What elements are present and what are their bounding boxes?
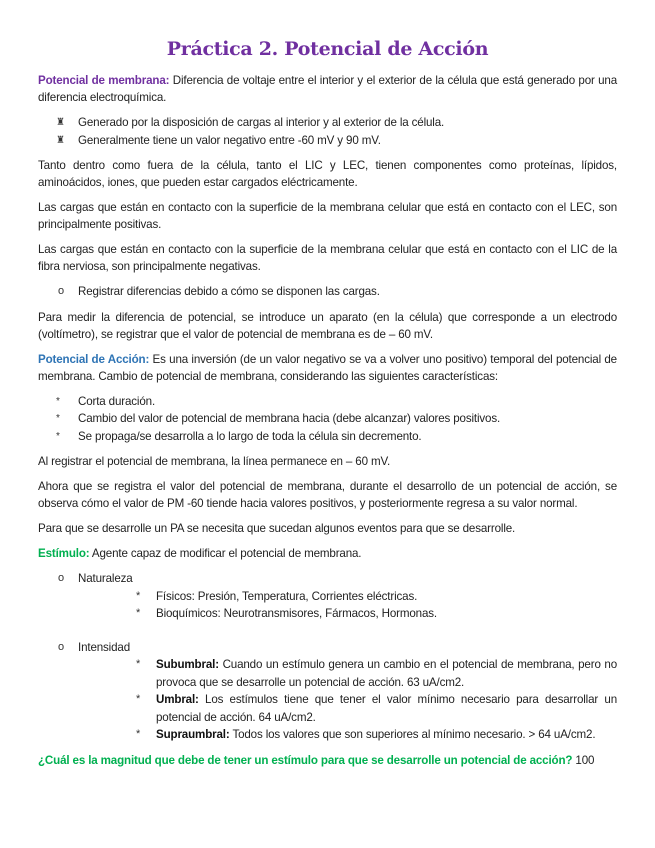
paragraph: Para que se desarrolle un PA se necesita que sucedan algunos eventos para que se desarrolle. (38, 522, 516, 535)
paragraph: Ahora que se registra el valor del potencial de membrana, durante el desarrollo de un potencial de acción, se observa cómo el valor de PM -60 tiende hacia valores positivos, y posteriormente regresa a su valor normal. (38, 480, 617, 510)
intensity-sublist (78, 656, 617, 744)
action-definition: Potencial de Acción: Es una inversión (de un valor negativo se va a volver uno positivo) temporal del potencial de membrana. Cambio de potencial de membrana, considerando las siguientes características: (38, 352, 617, 383)
asterisk-bullet-icon: * (56, 395, 60, 407)
paragraph: Las cargas que están en contacto con la superficie de la membrana celular que está en contacto con el LIC de la fibra nerviosa, son principalmente negativas. (38, 243, 617, 273)
asterisk-bullet-icon: * (136, 589, 141, 602)
asterisk-bullet-icon: * (56, 430, 60, 442)
list-item: o Registrar diferencias debido a cómo se disponen las cargas. (38, 283, 617, 301)
circle-bullet-icon: o (58, 572, 64, 584)
person-bullet-icon: ♜ (56, 117, 65, 128)
action-bullets (38, 393, 617, 446)
list-item-nature: o Naturaleza * Físicos: Presión, Temperatura, Corrientes eléctricas. * Bioquímicos: Neurotransmisores, Fármacos, Hormonas. (38, 570, 617, 623)
list-item: * Umbral: Los estímulos tiene que tener el valor mínimo necesario para desarrollar un potencial de acción. 64 uA/cm2. (136, 693, 617, 724)
asterisk-bullet-icon: * (56, 413, 60, 424)
membrane-definition: Potencial de membrana: Diferencia de voltaje entre el interior y el exterior de la célula que está generado por una diferencia electroquímica. (38, 74, 617, 104)
list-item: * Físicos: Presión, Temperatura, Corrientes eléctricas. (116, 588, 617, 606)
action-term: Potencial de Acción: (38, 352, 150, 366)
nature-sublist (78, 588, 617, 623)
asterisk-bullet-icon: * (136, 658, 141, 670)
page-title: Práctica 2. Potencial de Acción (166, 38, 489, 60)
stimulus-definition: Estímulo: Agente capaz de modificar el potencial de membrana. (38, 547, 362, 560)
circle-bullet-icon: o (58, 640, 64, 653)
stimulus-list (38, 570, 617, 744)
paragraph: Para medir la diferencia de potencial, se introduce un aparato (en la célula) que corresponde a un electrodo (voltímetro), se registrar que el valor de potencial de membrana es de – 60 mV. (38, 310, 617, 341)
paragraph: Al registrar el potencial de membrana, la línea permanece en – 60 mV. (38, 455, 391, 468)
person-bullet-icon: ♜ (56, 134, 65, 146)
paragraph: Tanto dentro como fuera de la célula, tanto el LIC y LEC, tienen componentes como proteínas, lípidos, aminoácidos, iones, que pueden estar cargados eléctricamente. (38, 159, 617, 189)
list-item: ♜ Generado por la disposición de cargas al interior y al exterior de la célula. (38, 114, 617, 132)
list-item: * Bioquímicos: Neurotransmisores, Fármacos, Hormonas. (116, 605, 617, 623)
asterisk-bullet-icon: * (136, 693, 141, 705)
list-item: ♜ Generalmente tiene un valor negativo entre -60 mV y 90 mV. (38, 132, 617, 150)
answer: 100 (572, 753, 595, 767)
paragraph: Las cargas que están en contacto con la superficie de la membrana celular que está en contacto con el LEC, son principalmente positivas. (38, 201, 617, 231)
list-item: * Subumbral: Cuando un estímulo genera un cambio en el potencial de membrana, pero no provoca que se desarrolle un potencial de acción. 63 uA/cm2. (136, 658, 617, 689)
membrane-bullets (38, 114, 617, 149)
membrane-term: Potencial de membrana: (38, 74, 170, 87)
circle-bullet-icon: o (58, 285, 64, 297)
asterisk-bullet-icon: * (136, 607, 141, 619)
question: ¿Cuál es la magnitud que debe de tener un estímulo para que se desarrolle un potencial de acción? 100 (38, 753, 595, 767)
list-item: * Se propaga/se desarrolla a lo largo de toda la célula sin decremento. (38, 428, 617, 446)
o-list (38, 283, 617, 301)
list-item: * Supraumbral: Todos los valores que son superiores al mínimo necesario. > 64 uA/cm2. (116, 726, 617, 744)
stimulus-term: Estímulo: (38, 547, 90, 560)
list-item: * Corta duración. (38, 393, 617, 411)
list-item-intensity: o Intensidad * Subumbral: Cuando un estímulo genera un cambio en el potencial de membrana, pero no provoca que se desarrolle un potencial de acción. 63 uA/cm2. * Umbral: Los estímulos tiene que tener el valor mínimo necesario para desarrollar un potencial de acción. 64 uA/cm2. * Supraumbral: Todos los valores que son superiores al mínimo necesario. > 64 uA/cm2. (38, 639, 617, 744)
list-item: * Cambio del valor de potencial de membrana hacia (debe alcanzar) valores positivos. (38, 410, 617, 428)
asterisk-bullet-icon: * (136, 728, 141, 740)
